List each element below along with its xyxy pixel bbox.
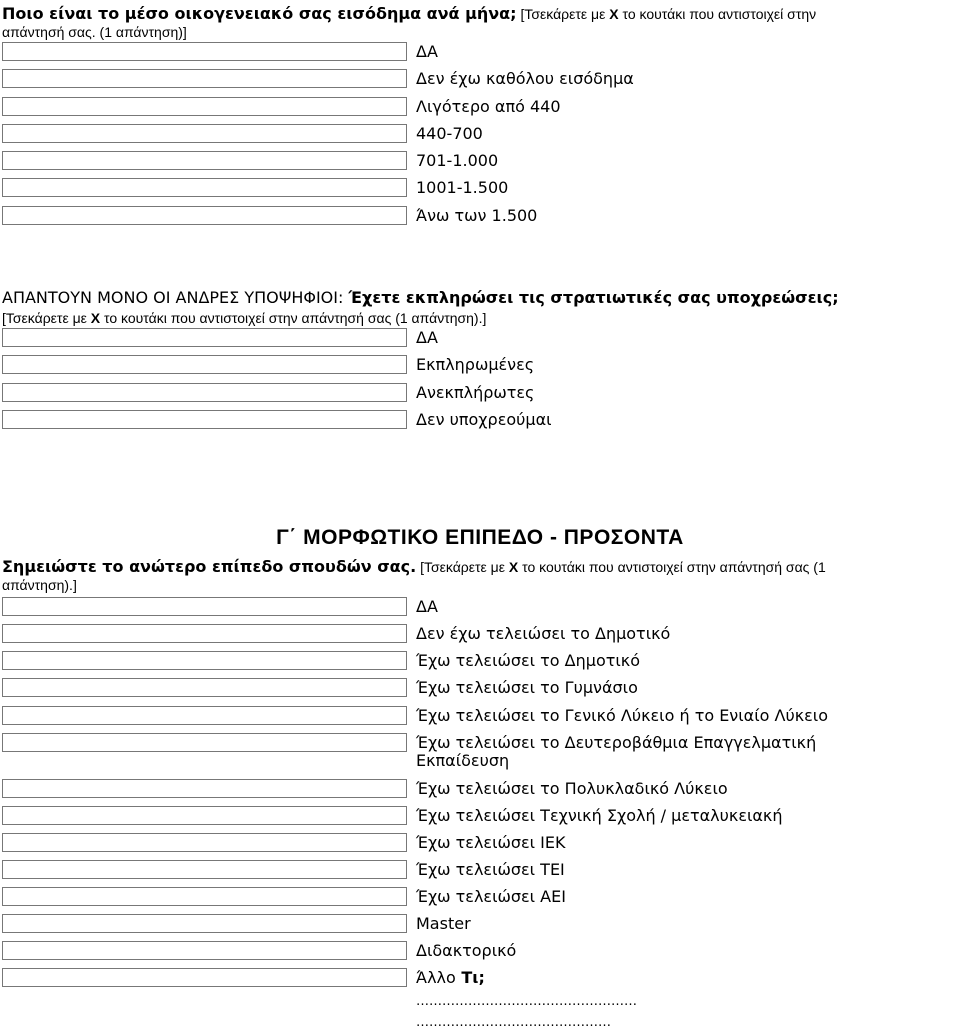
military-question-title: Έχετε εκπληρώσει τις στρατιωτικές σας υποχρεώσεις;: [348, 288, 839, 307]
checkbox[interactable]: [2, 328, 407, 347]
checkbox[interactable]: [2, 355, 407, 374]
checkbox[interactable]: [2, 42, 407, 61]
income-question: Ποιο είναι το μέσο οικογενειακό σας εισόδημα ανά μήνα; [Τσεκάρετε με Χ το κουτάκι που αντιστοιχεί στην: [2, 4, 817, 23]
education-question: Σημειώστε το ανώτερο επίπεδο σπουδών σας. [Τσεκάρετε με Χ το κουτάκι που αντιστοιχεί στην απάντησή σας (1: [2, 557, 826, 576]
checkbox[interactable]: [2, 97, 407, 116]
checkbox[interactable]: [2, 178, 407, 197]
checkbox[interactable]: [2, 733, 407, 752]
other-fill-line-2[interactable]: ………………………………………: [416, 1015, 611, 1030]
checkbox[interactable]: [2, 383, 407, 402]
checkbox[interactable]: [2, 833, 407, 852]
checkbox[interactable]: [2, 860, 407, 879]
checkbox[interactable]: [2, 887, 407, 906]
checkbox[interactable]: [2, 151, 407, 170]
military-question: [2, 288, 956, 307]
checkbox[interactable]: [2, 651, 407, 670]
checkbox[interactable]: [2, 914, 407, 933]
military-question-prefix: ΑΠΑΝΤΟΥΝ ΜΟΝΟ ΟΙ ΑΝΔΡΕΣ ΥΠΟΨΗΦΙΟΙ:: [2, 288, 349, 307]
income-instruction-cont: απάντησή σας. (1 απάντηση)]: [2, 24, 187, 40]
education-instruction-cont: απάντηση).]: [2, 577, 77, 593]
checkbox[interactable]: [2, 206, 407, 225]
checkbox[interactable]: [2, 706, 407, 725]
checkbox[interactable]: [2, 678, 407, 697]
checkbox[interactable]: [2, 124, 407, 143]
checkbox[interactable]: [2, 410, 407, 429]
checkbox[interactable]: [2, 69, 407, 88]
other-fill-line-1[interactable]: ……………………………………………: [416, 994, 637, 1009]
checkbox[interactable]: [2, 624, 407, 643]
checkbox[interactable]: [2, 806, 407, 825]
military-instruction: [Τσεκάρετε με Χ το κουτάκι που αντιστοιχεί στην απάντησή σας (1 απάντηση).]: [2, 310, 487, 326]
checkbox[interactable]: [2, 597, 407, 616]
checkbox[interactable]: [2, 779, 407, 798]
income-question-title: Ποιο είναι το μέσο οικογενειακό σας εισόδημα ανά μήνα;: [2, 4, 517, 23]
checkbox[interactable]: [2, 968, 407, 987]
section-heading: Γ΄ ΜΟΡΦΩΤΙΚΟ ΕΠΙΠΕΔΟ - ΠΡΟΣΟΝΤΑ: [276, 526, 684, 549]
other-what-label: Τι;: [455, 968, 485, 987]
checkbox[interactable]: [2, 941, 407, 960]
education-question-title: Σημειώστε το ανώτερο επίπεδο σπουδών σας.: [2, 557, 417, 576]
